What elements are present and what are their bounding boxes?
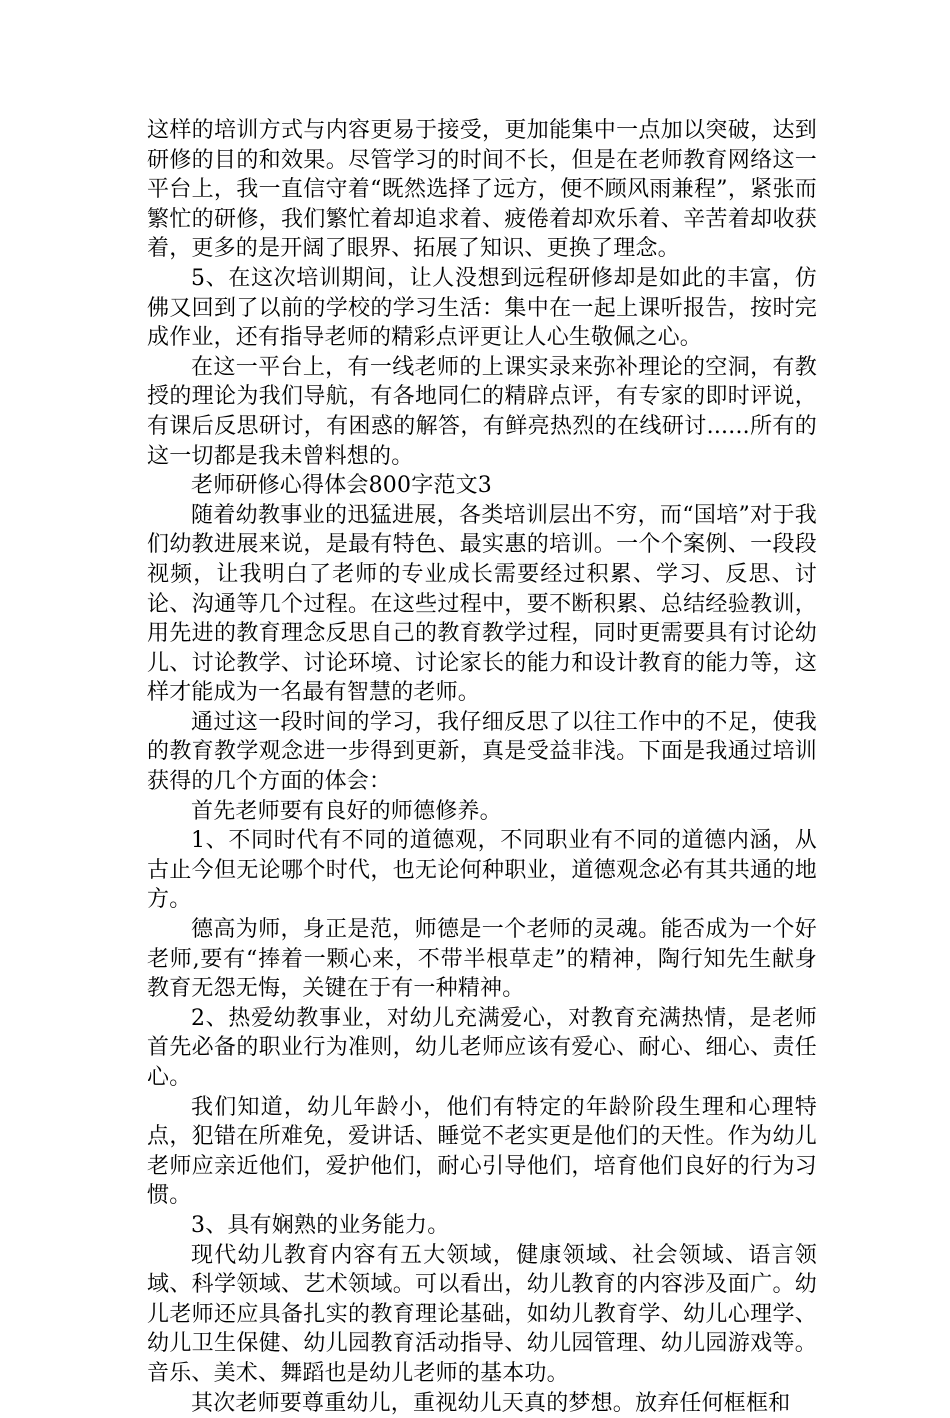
paragraph-12: 3、具有娴熟的业务能力。 [191,1212,450,1238]
paragraph-11: 我们知道，幼儿年龄小，他们有特定的年龄阶段生理和心理特点，犯错在所难免，爱讲话、睡觉不老实更是他们的天性。作为幼儿老师应亲近他们，爱护他们，耐心引导他们，培育他们良好的行为习惯。 [147,1094,817,1209]
paragraph-6: 通过这一段时间的学习，我仔细反思了以往工作中的不足，使我的教育教学观念进一步得到更新，真是受益非浅。下面是我通过培训获得的几个方面的体会： [147,709,817,795]
paragraph-14: 其次老师要尊重幼儿，重视幼儿天真的梦想。放弃任何框框和 [191,1390,791,1416]
paragraph-8: 1、不同时代有不同的道德观，不同职业有不同的道德内涵，从古止今但无论哪个时代，也无论何种职业，道德观念必有其共通的地方。 [147,828,817,913]
paragraph-9: 德高为师，身正是范，师德是一个老师的灵魂。能否成为一个好老师,要有“捧着一颗心来，不带半根草走”的精神，陶行知先生献身教育无怨无悔，关键在于有一种精神。 [147,917,817,1002]
paragraph-3: 在这一平台上，有一线老师的上课实录来弥补理论的空洞，有教授的理论为我们导航，有各地同仁的精辟点评，有专家的即时评说，有课后反思研讨，有困惑的解答，有鲜亮热烈的在线研讨......所有的这一切都是我未曾料想的。 [147,354,817,469]
paragraph-5: 随着幼教事业的迅猛进展，各类培训层出不穷，而“国培”对于我们幼教进展来说，是最有特色、最实惠的培训。一个个案例、一段段视频，让我明白了老师的专业成长需要经过积累、学习、反思、讨论、沟通等几个过程。在这些过程中，要不断积累、总结经验教训，用先进的教育理念反思自己的教育教学过程，同时更需要具有讨论幼儿、讨论教学、讨论环境、讨论家长的能力和设计教育的能力等，这样才能成为一名最有智慧的老师。 [147,502,817,706]
paragraph-10: 2、热爱幼教事业，对幼儿充满爱心，对教育充满热情，是老师首先必备的职业行为准则，幼儿老师应该有爱心、耐心、细心、责任心。 [147,1005,817,1090]
document-body [147,116,817,1418]
paragraph-2: 5、在这次培训期间，让人没想到远程研修却是如此的丰富，仿佛又回到了以前的学校的学习生活：集中在一起上课听报告，按时完成作业，还有指导老师的精彩点评更让人心生敬佩之心。 [147,265,817,351]
section-heading: 老师研修心得体会800字范文3 [191,473,492,499]
paragraph-7: 首先老师要有良好的师德修养。 [191,798,502,824]
paragraph-13: 现代幼儿教育内容有五大领域，健康领域、社会领域、语言领域、科学领域、艺术领域。可以看出，幼儿教育的内容涉及面广。幼儿老师还应具备扎实的教育理论基础，如幼儿教育学、幼儿心理学、幼儿卫生保健、幼儿园教育活动指导、幼儿园管理、幼儿园游戏等。音乐、美术、舞蹈也是幼儿老师的基本功。 [147,1242,817,1386]
paragraph-1: 这样的培训方式与内容更易于接受，更加能集中一点加以突破，达到研修的目的和效果。尽管学习的时间不长，但是在老师教育网络这一平台上，我一直信守着“既然选择了远方，便不顾风雨兼程”，紧张而繁忙的研修，我们繁忙着却追求着、疲倦着却欢乐着、辛苦着却收获着，更多的是开阔了眼界、拓展了知识、更换了理念。 [147,118,817,262]
